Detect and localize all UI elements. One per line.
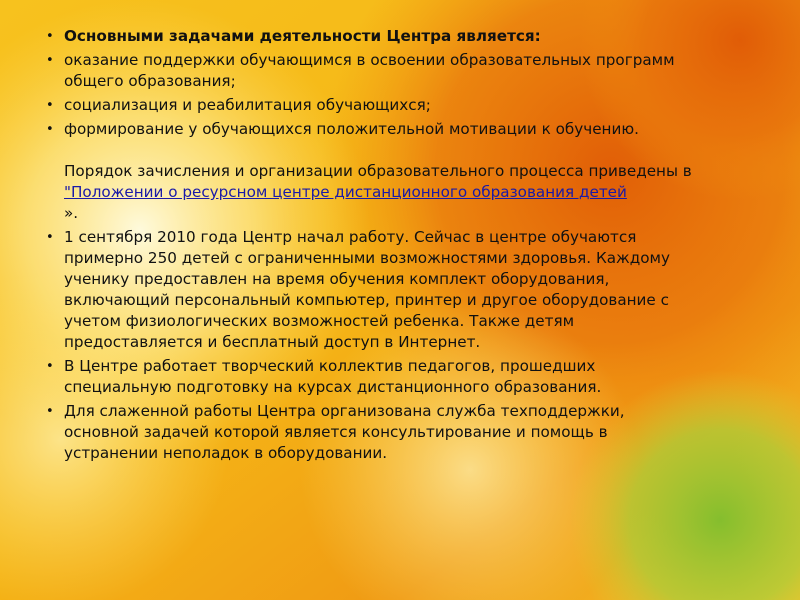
task-text: оказание поддержки обучающимся в освоении образовательных программ общего образования; [64, 51, 675, 90]
slide-content [44, 26, 704, 467]
bullet-list [44, 26, 704, 464]
tasks-heading: Основными задачами деятельности Центра является: [64, 27, 541, 45]
bullet-marker: • [46, 359, 54, 374]
list-item [44, 356, 704, 398]
bullet-marker: • [46, 230, 54, 245]
bullet-marker: • [46, 98, 54, 113]
list-item [44, 119, 704, 224]
bullet-marker: • [46, 122, 54, 137]
list-item [44, 26, 704, 47]
bullet-marker: • [46, 53, 54, 68]
list-item [44, 50, 704, 92]
paragraph-text: 1 сентября 2010 года Центр начал работу. Сейчас в центре обучаются примерно 250 детей с ограниченными возможностями здоровья. Каждому ученику предоставлен на время обучения комплект оборудования, включающий персональный компьютер, принтер и другое оборудование с учетом физиологических возможностей ребенка. Также детям предоставляется и бесплатный доступ в Интернет. [64, 228, 670, 351]
list-item [44, 401, 704, 464]
enrollment-text: Порядок зачисления и организации образовательного процесса приведены в [64, 162, 692, 180]
regulation-link[interactable]: "Положении о ресурсном центре дистанционного образования детей [64, 183, 627, 201]
paragraph-text: В Центре работает творческий коллектив педагогов, прошедших специальную подготовку на курсах дистанционного образования. [64, 357, 602, 396]
paragraph-text: Для слаженной работы Центра организована служба техподдержки, основной задачей которой является консультирование и помощь в устранении неполадок в оборудовании. [64, 402, 625, 462]
list-item [44, 227, 704, 353]
bullet-marker: • [46, 29, 54, 44]
list-item [44, 95, 704, 116]
link-suffix: ». [64, 204, 79, 222]
task-text: социализация и реабилитация обучающихся; [64, 96, 431, 114]
task-text: формирование у обучающихся положительной мотивации к обучению. [64, 120, 639, 138]
blank-line [64, 140, 704, 161]
bullet-marker: • [46, 404, 54, 419]
